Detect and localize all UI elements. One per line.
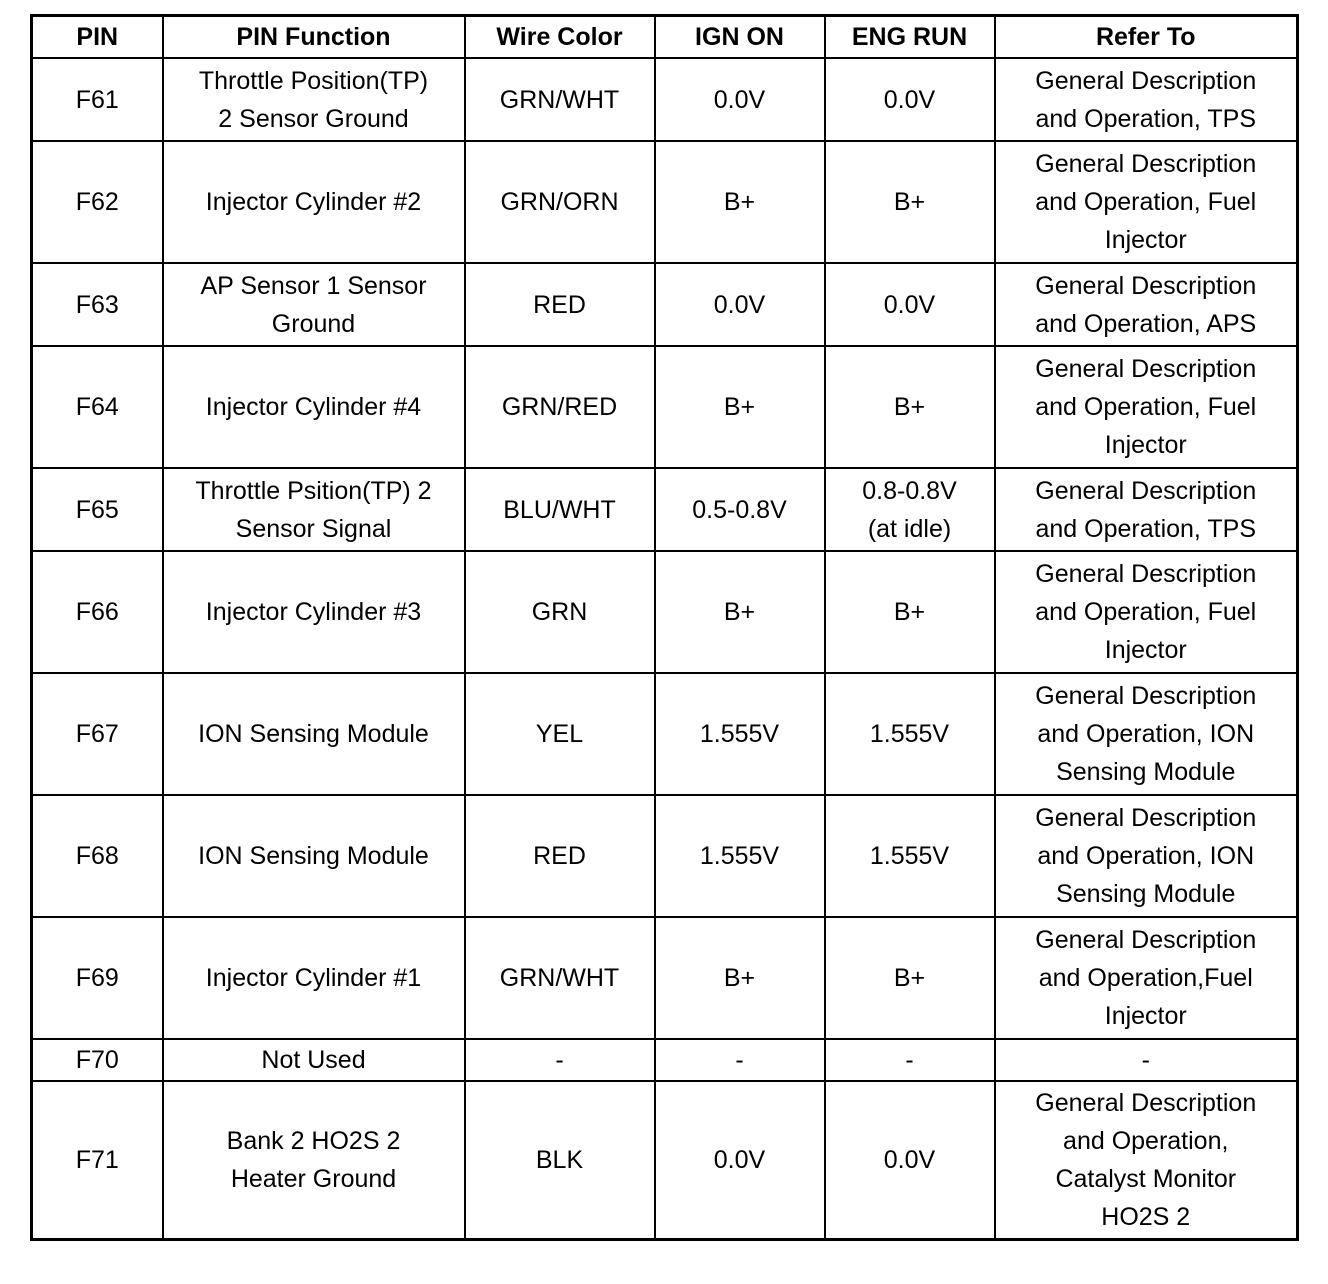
header-ign-on: IGN ON <box>655 16 825 59</box>
function-cell: Throttle Psition(TP) 2 Sensor Signal <box>163 468 465 551</box>
refer-to-cell: General Description and Operation, Fuel Injector <box>995 141 1298 263</box>
wire-color-cell: YEL <box>465 673 655 795</box>
ign-on-cell: 1.555V <box>655 795 825 917</box>
function-cell: ION Sensing Module <box>163 673 465 795</box>
refer-to-cell: General Description and Operation, Fuel Injector <box>995 346 1298 468</box>
header-eng-run: ENG RUN <box>825 16 995 59</box>
ign-on-cell: B+ <box>655 917 825 1039</box>
wire-color-cell: GRN/ORN <box>465 141 655 263</box>
pin-table <box>30 14 1299 1241</box>
ign-on-cell: B+ <box>655 551 825 673</box>
refer-to-cell: General Description and Operation, ION Sensing Module <box>995 673 1298 795</box>
eng-run-cell: - <box>825 1039 995 1081</box>
ign-on-cell: 1.555V <box>655 673 825 795</box>
ign-on-cell: 0.0V <box>655 263 825 346</box>
refer-to-cell: General Description and Operation, ION Sensing Module <box>995 795 1298 917</box>
ign-on-cell: 0.0V <box>655 1081 825 1240</box>
pin-cell: F63 <box>32 263 163 346</box>
header-pin: PIN <box>32 16 163 59</box>
wire-color-cell: GRN/WHT <box>465 917 655 1039</box>
function-cell: AP Sensor 1 Sensor Ground <box>163 263 465 346</box>
ign-on-cell: 0.5-0.8V <box>655 468 825 551</box>
table-row <box>32 58 1298 141</box>
ign-on-cell: B+ <box>655 141 825 263</box>
pin-cell: F71 <box>32 1081 163 1240</box>
table-row <box>32 468 1298 551</box>
table-row <box>32 1081 1298 1240</box>
eng-run-cell: B+ <box>825 551 995 673</box>
pin-cell: F62 <box>32 141 163 263</box>
table-row <box>32 141 1298 263</box>
function-cell: Throttle Position(TP) 2 Sensor Ground <box>163 58 465 141</box>
pin-cell: F69 <box>32 917 163 1039</box>
table-row <box>32 673 1298 795</box>
ign-on-cell: 0.0V <box>655 58 825 141</box>
refer-to-cell: General Description and Operation, APS <box>995 263 1298 346</box>
refer-to-cell: General Description and Operation, TPS <box>995 58 1298 141</box>
wire-color-cell: - <box>465 1039 655 1081</box>
ign-on-cell: - <box>655 1039 825 1081</box>
eng-run-cell: B+ <box>825 917 995 1039</box>
function-cell: Injector Cylinder #1 <box>163 917 465 1039</box>
refer-to-cell: General Description and Operation,Fuel Injector <box>995 917 1298 1039</box>
wire-color-cell: GRN/RED <box>465 346 655 468</box>
eng-run-cell: 0.0V <box>825 263 995 346</box>
pin-cell: F64 <box>32 346 163 468</box>
table-row <box>32 346 1298 468</box>
table-row <box>32 1039 1298 1081</box>
pin-cell: F66 <box>32 551 163 673</box>
eng-run-cell: 0.8-0.8V (at idle) <box>825 468 995 551</box>
header-refer-to: Refer To <box>995 16 1298 59</box>
pin-cell: F61 <box>32 58 163 141</box>
refer-to-cell: General Description and Operation, Catalyst Monitor HO2S 2 <box>995 1081 1298 1240</box>
refer-to-cell: General Description and Operation, TPS <box>995 468 1298 551</box>
table-row <box>32 795 1298 917</box>
eng-run-cell: B+ <box>825 141 995 263</box>
refer-to-cell: General Description and Operation, Fuel Injector <box>995 551 1298 673</box>
eng-run-cell: B+ <box>825 346 995 468</box>
refer-to-cell: - <box>995 1039 1298 1081</box>
eng-run-cell: 1.555V <box>825 795 995 917</box>
pin-cell: F70 <box>32 1039 163 1081</box>
ign-on-cell: B+ <box>655 346 825 468</box>
pin-cell: F65 <box>32 468 163 551</box>
table-row <box>32 551 1298 673</box>
pin-cell: F68 <box>32 795 163 917</box>
function-cell: Injector Cylinder #3 <box>163 551 465 673</box>
table-row <box>32 263 1298 346</box>
eng-run-cell: 1.555V <box>825 673 995 795</box>
header-pin-function: PIN Function <box>163 16 465 59</box>
function-cell: Bank 2 HO2S 2 Heater Ground <box>163 1081 465 1240</box>
pin-cell: F67 <box>32 673 163 795</box>
header-wire-color: Wire Color <box>465 16 655 59</box>
wire-color-cell: GRN <box>465 551 655 673</box>
function-cell: Injector Cylinder #2 <box>163 141 465 263</box>
eng-run-cell: 0.0V <box>825 58 995 141</box>
wire-color-cell: RED <box>465 263 655 346</box>
function-cell: Not Used <box>163 1039 465 1081</box>
wire-color-cell: RED <box>465 795 655 917</box>
wire-color-cell: GRN/WHT <box>465 58 655 141</box>
wire-color-cell: BLU/WHT <box>465 468 655 551</box>
wire-color-cell: BLK <box>465 1081 655 1240</box>
eng-run-cell: 0.0V <box>825 1081 995 1240</box>
function-cell: ION Sensing Module <box>163 795 465 917</box>
table-row <box>32 917 1298 1039</box>
header-row <box>32 16 1298 59</box>
function-cell: Injector Cylinder #4 <box>163 346 465 468</box>
